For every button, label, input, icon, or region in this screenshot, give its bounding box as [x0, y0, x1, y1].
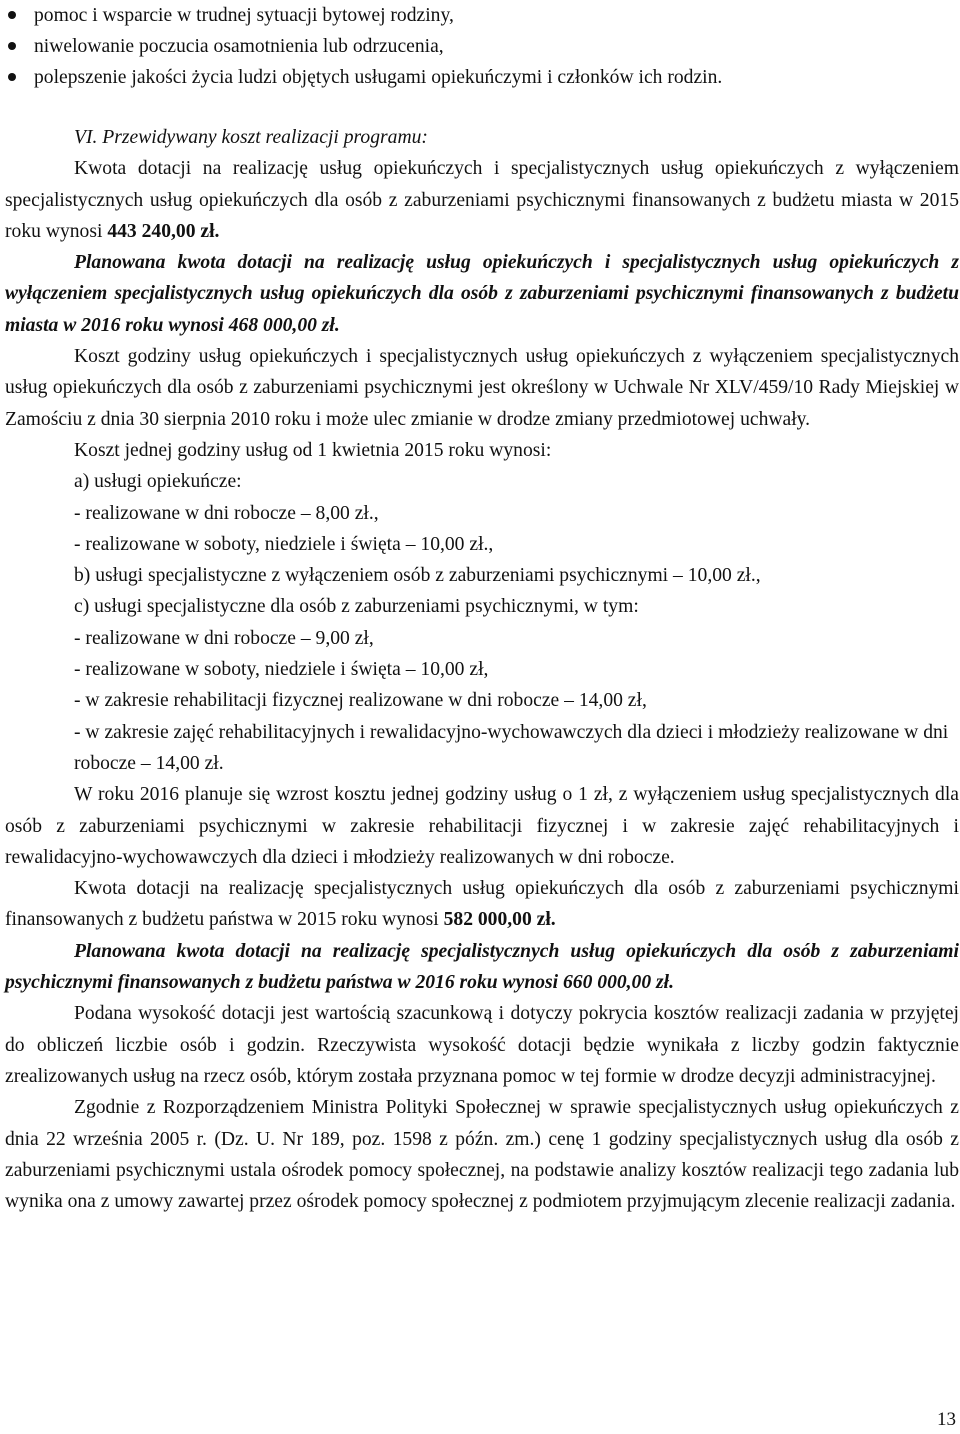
amount-state-2015: 582 000,00 zł.: [443, 909, 556, 931]
cost-intro: Koszt jednej godziny usług od 1 kwietnia 2015 roku wynosi:: [74, 439, 552, 461]
paragraph-text: Kwota dotacji na realizację specjalistycznych usług opiekuńczych dla osób z zaburzeniami psychicznymi finansowanych z budżetu państwa w 2015 roku wynosi: [5, 878, 959, 931]
paragraph-regulation: Zgodnie z Rozporządzeniem Ministra Polityki Społecznej w sprawie specjalistycznych usług opiekuńczych z dnia 22 września 2005 r. (Dz. U. Nr 189, poz. 1598 z późn. zm.) cenę 1 godziny specjalistycznych usług dla osób z zaburzeniami psychicznymi ustala ośrodek pomocy społecznej, na podstawie analizy kosztów realizacji tego zadania lub wynika ona z umowy zawartej przez ośrodek pomocy społecznej z podmiotem przyjmującym zlecenie realizacji zadania.: [5, 1097, 959, 1213]
section-heading: VI. Przewidywany koszt realizacji programu:: [74, 127, 428, 148]
paragraph-estimate-note: Podana wysokość dotacji jest wartością szacunkową i dotyczy pokrycia kosztów realizacji zadania w przyjętej do obliczeń liczbie osób i godzin. Rzeczywista wysokość dotacji będzie wynikała z liczby godzin faktycznie zrealizowanych usług na rzecz osób, którym została przyznana pomoc w tej formie w drodze decyzji administracyjnej.: [5, 1003, 959, 1087]
bullet-item: [8, 31, 956, 62]
cost-item-a-label: a) usługi opiekuńcze:: [74, 471, 242, 493]
bullet-text: polepszenie jakości życia ludzi objętych usługami opiekuńczymi i członków ich rodzin.: [34, 67, 723, 88]
paragraph-dotation-2015: [5, 153, 959, 247]
cost-item-a-1: - realizowane w dni robocze – 8,00 zł.,: [74, 502, 379, 524]
paragraph-state-dotation-2015: [5, 873, 959, 936]
cost-item-c-label: c) usługi specjalistyczne dla osób z zaburzeniami psychicznymi, w tym:: [74, 596, 639, 618]
bullet-item: [8, 0, 956, 31]
cost-item-a-2: - realizowane w soboty, niedziele i święta – 10,00 zł.,: [74, 533, 494, 555]
cost-item-c-4: - w zakresie zajęć rehabilitacyjnych i rewalidacyjno-wychowawczych dla dzieci i młodzieży realizowane w dni robocze – 14,00 zł.: [74, 721, 949, 774]
paragraph-hour-cost: Koszt godziny usług opiekuńczych i specjalistycznych usług opiekuńczych z wyłączeniem specjalistycznych usług opiekuńczych dla osób z zaburzeniami psychicznymi jest określony w Uchwale Nr XLV/459/10 Rady Miejskiej w Zamościu z dnia 30 sierpnia 2010 roku i może ulec zmianie w drodze zmiany przedmiotowej uchwały.: [5, 346, 959, 430]
bullet-dot-icon: [8, 11, 16, 19]
cost-item-c-3: - w zakresie rehabilitacji fizycznej realizowane w dni robocze – 14,00 zł,: [74, 690, 647, 712]
bullet-dot-icon: [8, 73, 16, 81]
bullet-text: pomoc i wsparcie w trudnej sytuacji bytowej rodziny,: [34, 5, 454, 26]
paragraph-state-planned-2016: Planowana kwota dotacji na realizację specjalistycznych usług opiekuńczych dla osób z zaburzeniami psychicznymi finansowanych z budżetu państwa w 2016 roku wynosi 660 000,00 zł.: [5, 940, 959, 994]
paragraph-planned-2016: Planowana kwota dotacji na realizację usług opiekuńczych i specjalistycznych usług opiekuńczych z wyłączeniem specjalistycznych usług opiekuńczych dla osób z zaburzeniami psychicznymi finansowanych z budżetu miasta w 2016 roku wynosi 468 000,00 zł.: [5, 252, 959, 336]
bullet-text: niwelowanie poczucia osamotnienia lub odrzucenia,: [34, 36, 444, 57]
cost-item-c-1: - realizowane w dni robocze – 9,00 zł,: [74, 627, 374, 649]
bullet-list: [8, 0, 956, 93]
cost-item-c-2: - realizowane w soboty, niedziele i święta – 10,00 zł,: [74, 659, 489, 681]
bullet-item: [8, 62, 956, 93]
paragraph-increase-2016: W roku 2016 planuje się wzrost kosztu jednej godziny usług o 1 zł, z wyłączeniem usług specjalistycznych dla osób z zaburzeniami psychicznymi w zakresie rehabilitacji fizycznej i w zakresie zajęć rehabilitacyjnych i rewalidacyjno-wychowawczych dla dzieci i młodzieży realizowanych w dni robocze.: [5, 784, 959, 868]
paragraph-text: Kwota dotacji na realizację usług opiekuńczych i specjalistycznych usług opiekuńczych z wyłączeniem specjalistycznych usług opiekuńczych dla osób z zaburzeniami psychicznymi finansowanych z budżetu miasta w 2015 roku wynosi: [5, 158, 959, 242]
amount-2015: 443 240,00 zł.: [107, 220, 220, 242]
bullet-dot-icon: [8, 42, 16, 50]
cost-item-b-label: b) usługi specjalistyczne z wyłączeniem osób z zaburzeniami psychicznymi – 10,00 zł.,: [74, 565, 761, 587]
page-number: 13: [937, 1409, 956, 1430]
section-vi: [5, 122, 959, 1217]
